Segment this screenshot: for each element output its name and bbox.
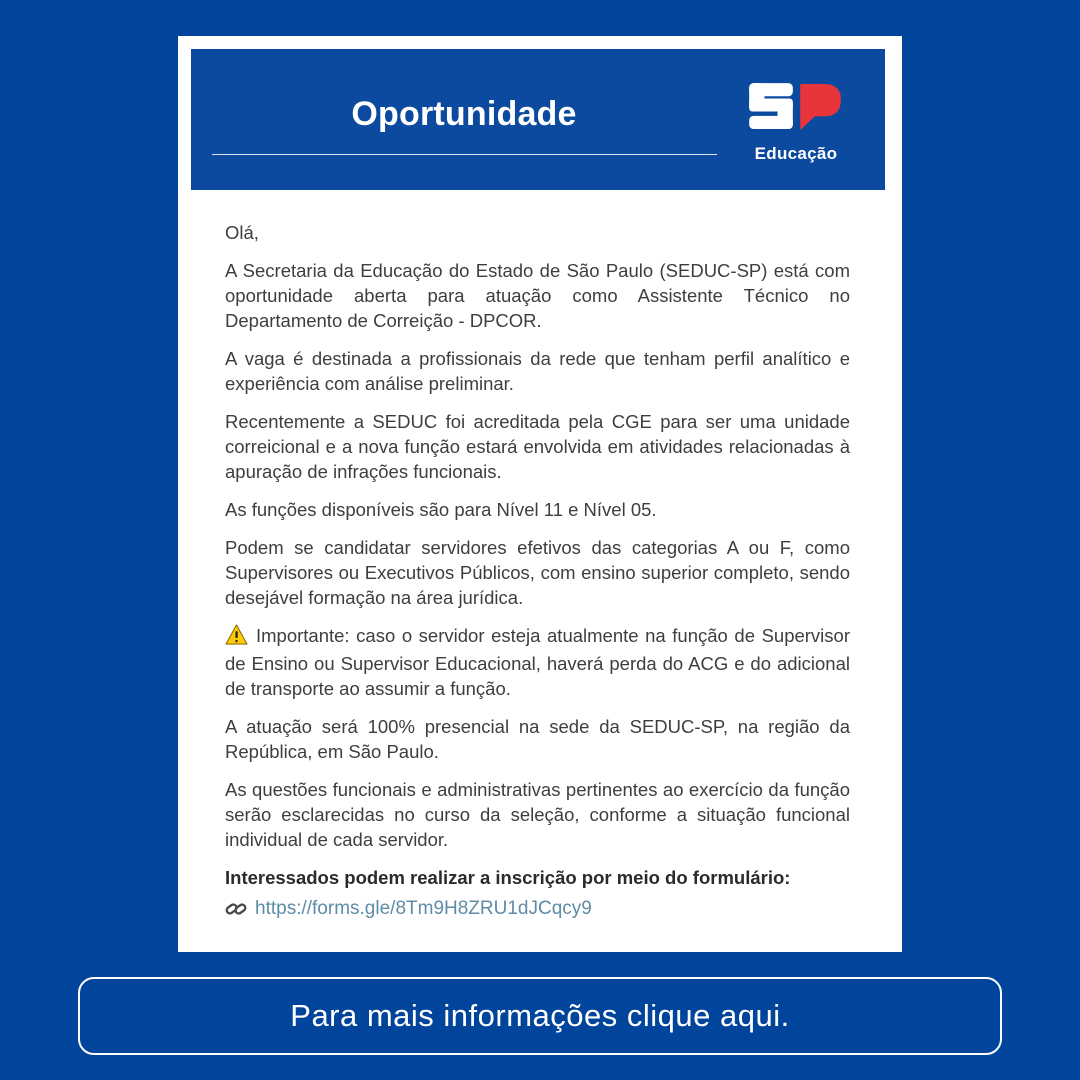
greeting: Olá,	[225, 222, 259, 243]
letter-body	[178, 190, 902, 921]
sp-logo-s-icon	[749, 81, 793, 134]
warning-text: Importante: caso o servidor esteja atualmente na função de Supervisor de Ensino ou Supervisor Educacional, haverá perda do ACG e do adicional de transporte ao assumir a função.	[225, 625, 850, 699]
paragraph-warning	[225, 623, 850, 701]
header-title-block	[191, 85, 737, 155]
paragraph-cge: Recentemente a SEDUC foi acreditada pela CGE para ser uma unidade correicional e a nova função estará envolvida em atividades relacionadas à apuração de infrações funcionais.	[225, 411, 850, 482]
paragraph-eligibility: Podem se candidatar servidores efetivos das categorias A ou F, como Supervisores ou Executivos Públicos, com ensino superior completo, sendo desejável formação na área jurídica.	[225, 537, 850, 608]
logo-marks	[749, 81, 843, 138]
warning-icon	[225, 624, 248, 651]
paragraph-levels: As funções disponíveis são para Nível 11 e Nível 05.	[225, 499, 657, 520]
paragraph-profile: A vaga é destinada a profissionais da rede que tenham perfil analítico e experiência com análise preliminar.	[225, 348, 850, 394]
sp-educacao-logo	[737, 75, 855, 164]
form-link-row	[225, 896, 850, 921]
announcement-card	[178, 36, 902, 952]
paragraph-location: A atuação será 100% presencial na sede da SEDUC-SP, na região da República, em São Paulo.	[225, 716, 850, 762]
form-link[interactable]: https://forms.gle/8Tm9H8ZRU1dJCqcy9	[255, 898, 592, 919]
link-icon	[225, 898, 247, 920]
sp-logo-p-icon	[795, 81, 843, 138]
more-info-button[interactable]: Para mais informações clique aqui.	[78, 977, 1002, 1055]
cta-heading: Interessados podem realizar a inscrição por meio do formulário:	[225, 867, 791, 888]
paragraph-intro: A Secretaria da Educação do Estado de São Paulo (SEDUC-SP) está com oportunidade aberta para atuação como Assistente Técnico no Departamento de Correição - DPCOR.	[225, 260, 850, 331]
header-band	[191, 49, 885, 190]
page-title: Oportunidade	[351, 94, 577, 133]
title-underline	[212, 154, 717, 155]
paragraph-admin: As questões funcionais e administrativas pertinentes ao exercício da função serão esclarecidas no curso da seleção, conforme a situação funcional individual de cada servidor.	[225, 779, 850, 850]
logo-subtitle: Educação	[754, 144, 838, 163]
